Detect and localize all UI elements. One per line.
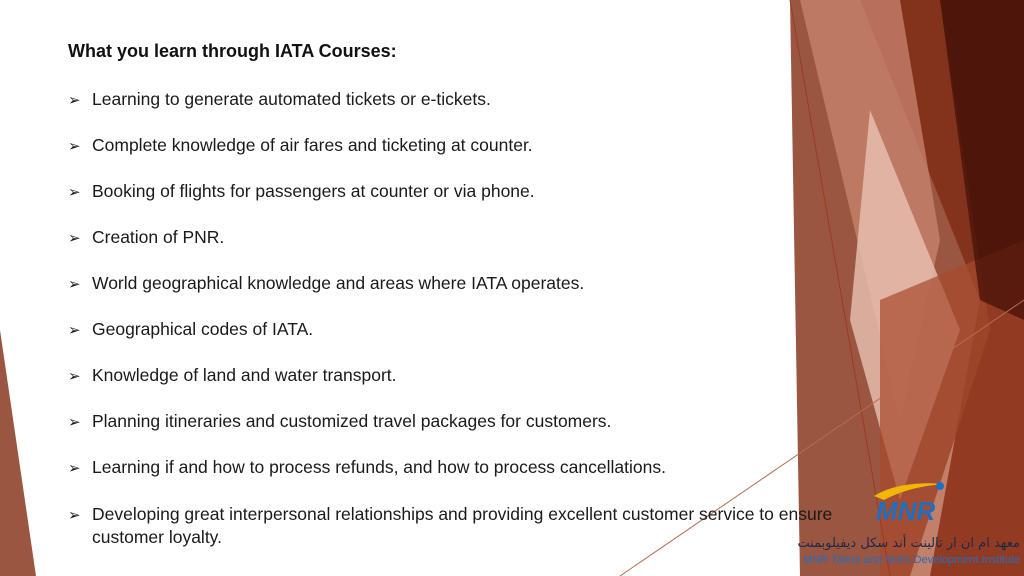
logo-mark: MNR [876, 496, 936, 526]
arrow-bullet-icon: ➢ [68, 322, 81, 339]
list-item: ➢ Creation of PNR. [68, 226, 224, 249]
arrow-bullet-icon: ➢ [68, 276, 81, 293]
list-item: ➢ Learning if and how to process refunds, and how to process cancellations. [68, 456, 666, 479]
logo-arabic-name: معهد ام ان ار تالينت أند سكل ديفيلوبمنت [797, 536, 1020, 551]
arrow-bullet-icon: ➢ [68, 92, 81, 109]
arrow-bullet-icon: ➢ [68, 368, 81, 385]
list-item: ➢ Learning to generate automated tickets or e-tickets. [68, 88, 491, 111]
arrow-bullet-icon: ➢ [68, 507, 81, 524]
list-item: ➢ Knowledge of land and water transport. [68, 364, 397, 387]
list-item: ➢ Booking of flights for passengers at counter or via phone. [68, 180, 535, 203]
logo-dot [936, 482, 944, 490]
arrow-bullet-icon: ➢ [68, 138, 81, 155]
mnr-logo [870, 478, 950, 528]
list-item: ➢ Complete knowledge of air fares and ticketing at counter. [68, 134, 533, 157]
logo-english-name: MNR Talent and Skills Development Institute [803, 554, 1020, 566]
slide-heading: What you learn through IATA Courses: [68, 41, 397, 61]
list-item: ➢ Geographical codes of IATA. [68, 318, 313, 341]
list-item: ➢ Developing great interpersonal relationships and providing excellent customer service to ensure customer loyalty. [68, 504, 833, 547]
list-item: ➢ World geographical knowledge and areas where IATA operates. [68, 272, 584, 295]
arrow-bullet-icon: ➢ [68, 184, 81, 201]
arrow-bullet-icon: ➢ [68, 414, 81, 431]
arrow-bullet-icon: ➢ [68, 460, 81, 477]
list-item: ➢ Planning itineraries and customized travel packages for customers. [68, 410, 611, 433]
arrow-bullet-icon: ➢ [68, 230, 81, 247]
